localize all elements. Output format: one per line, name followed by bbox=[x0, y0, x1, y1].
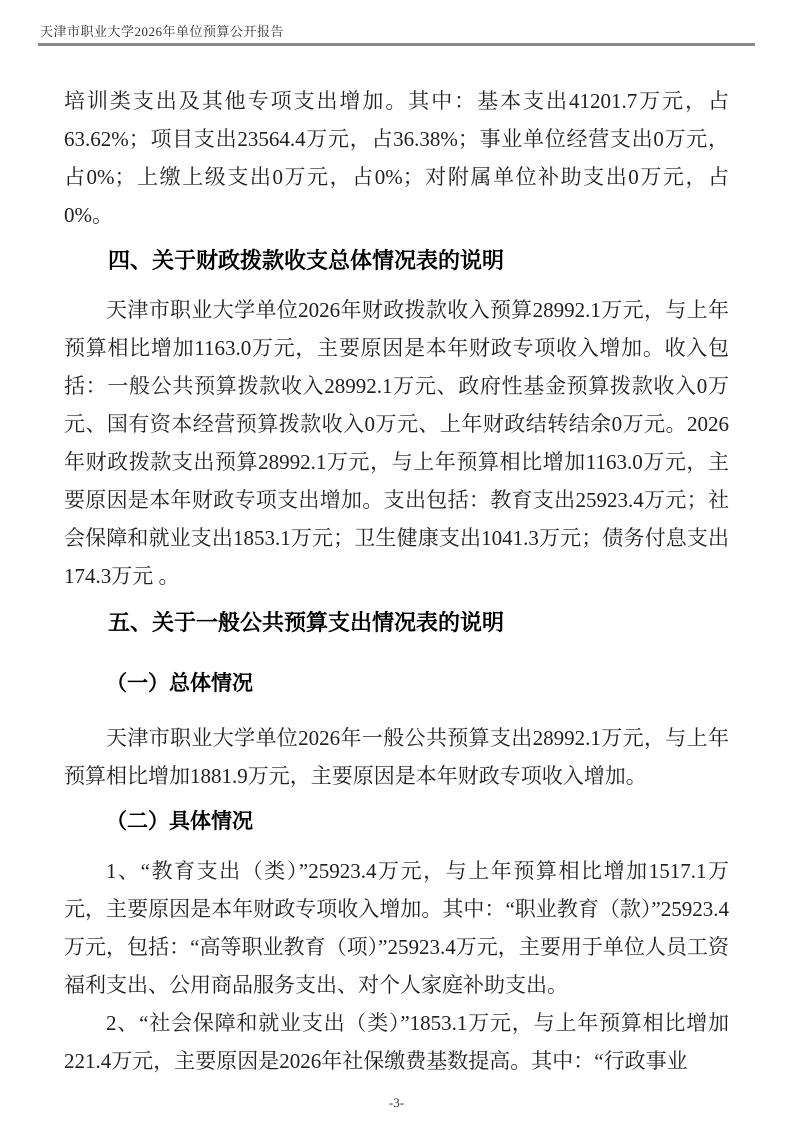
subsection-2-paragraph-2: 2、“社会保障和就业支出（类）”1853.1万元，与上年预算相比增加221.4万元，主要原因是2026年社保缴费基数提高。其中：“行政事业 bbox=[64, 1011, 729, 1073]
subsection-1-paragraph: 天津市职业大学单位2026年一般公共预算支出28992.1万元，与上年预算相比增加1881.9万元，主要原因是本年财政专项收入增加。 bbox=[64, 726, 729, 788]
subsection-heading-1: （一）总体情况 bbox=[106, 671, 253, 695]
section-heading-4: 四、关于财政拨款收支总体情况表的说明 bbox=[108, 248, 505, 273]
page-number: -3- bbox=[388, 1095, 405, 1110]
subsection-2-paragraph-1: 1、“教育支出（类）”25923.4万元，与上年预算相比增加1517.1万元，主要原因是本年财政专项收入增加。其中：“职业教育（款）”25923.4万元，包括：“高等职业教育（项）”25923.4万元，主要用于单位人员工资福利支出、公用商品服务支出、对个人家庭补助支出。 bbox=[64, 859, 729, 997]
document-body bbox=[64, 47, 729, 1080]
section-heading-5: 五、关于一般公共预算支出情况表的说明 bbox=[108, 610, 505, 635]
header-rule bbox=[38, 43, 755, 46]
page-header bbox=[0, 0, 793, 46]
page-footer bbox=[0, 1095, 793, 1111]
header-title: 天津市职业大学2026年单位预算公开报告 bbox=[40, 24, 285, 39]
section-4-paragraph: 天津市职业大学单位2026年财政拨款收入预算28992.1万元，与上年预算相比增加1163.0万元，主要原因是本年财政专项收入增加。收入包括：一般公共预算拨款收入28992.1万元、政府性基金预算拨款收入0万元、国有资本经营预算拨款收入0万元、上年财政结转结余0万元。2026年财政拨款支出预算28992.1万元，与上年预算相比增加1163.0万元，主要原因是本年财政专项支出增加。支出包括：教育支出25923.4万元；社会保障和就业支出1853.1万元；卫生健康支出1041.3万元；债务付息支出174.3万元 。 bbox=[64, 298, 729, 588]
continuation-paragraph: 培训类支出及其他专项支出增加。其中：基本支出41201.7万元，占63.62%；项目支出23564.4万元，占36.38%；事业单位经营支出0万元，占0%；上缴上级支出0万元，占0%；对附属单位补助支出0万元，占0%。 bbox=[64, 89, 729, 227]
subsection-heading-2: （二）具体情况 bbox=[106, 809, 253, 833]
